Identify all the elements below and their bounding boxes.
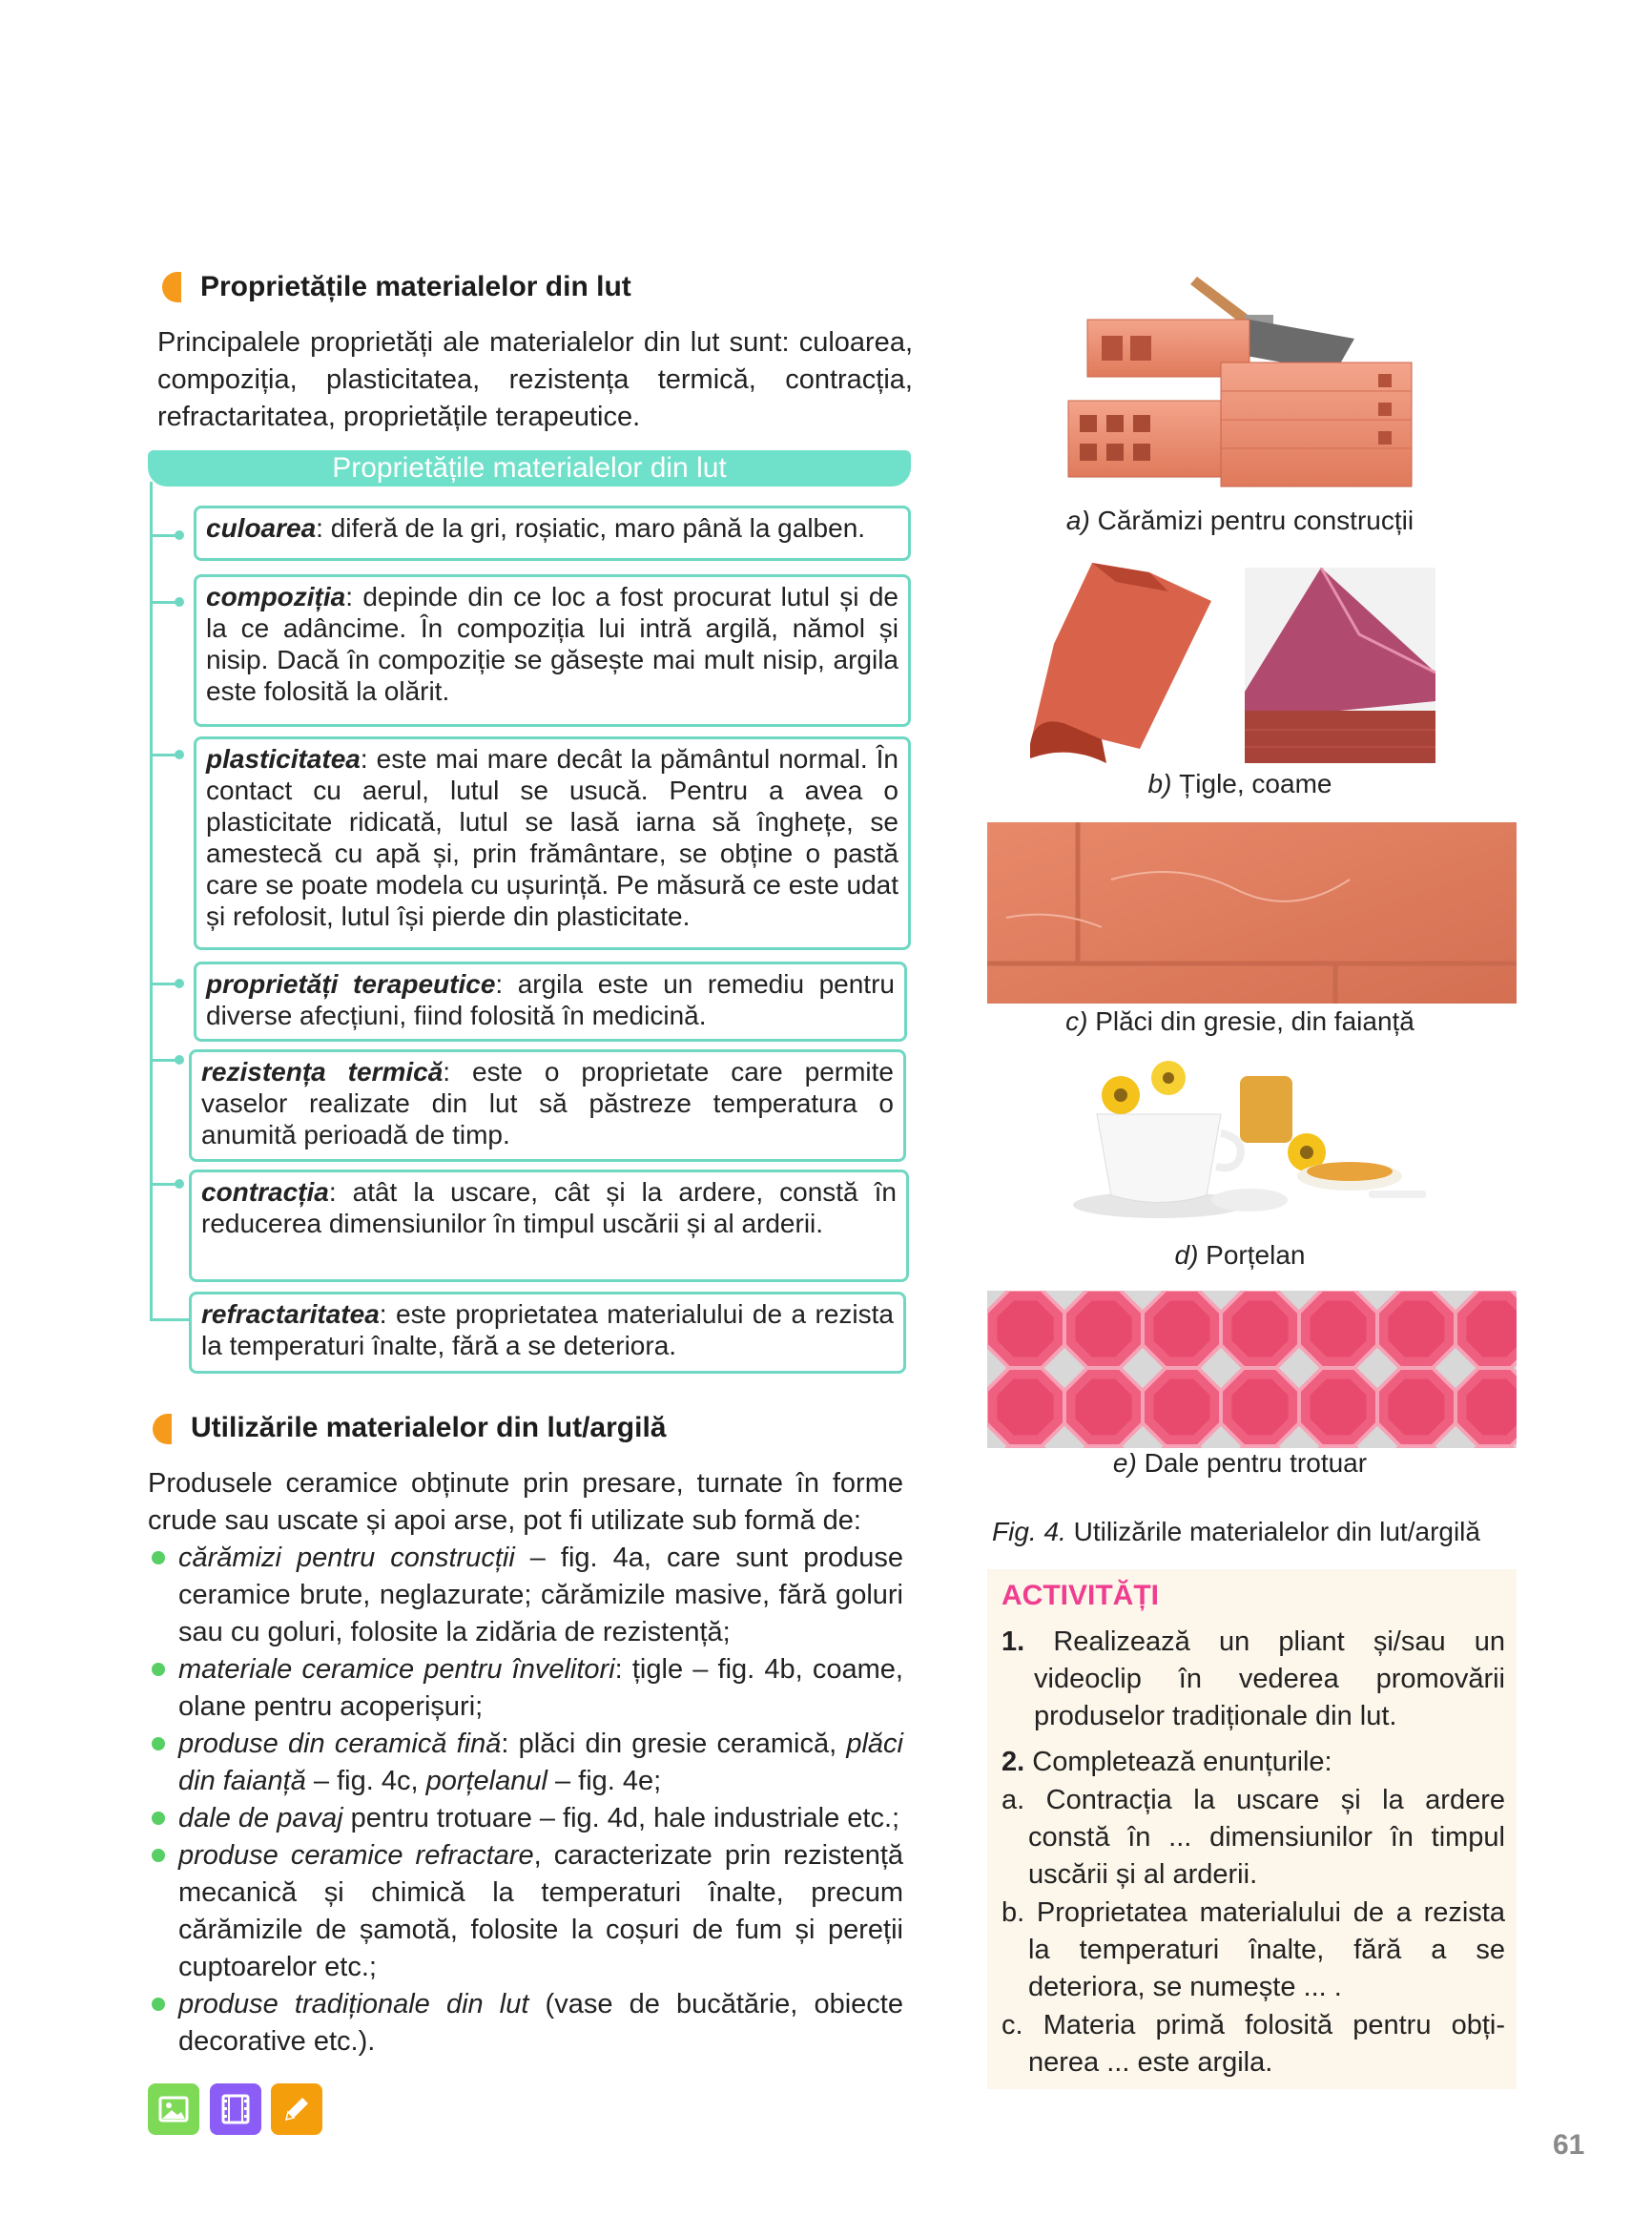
- property-term: plasticitatea: [206, 744, 361, 774]
- section-intro: Principalele proprietăți ale materialelor din lut sunt: culoarea, compoziția, plasticitatea, rezistența termică, contracția, refractaritatea, proprietățile terapeutice.: [157, 327, 913, 432]
- section-marker-icon: [153, 1414, 172, 1444]
- diagram-banner: Proprietățile materialelor din lut: [148, 450, 911, 487]
- property-text: : este o proprietate care permite vaselor realizate din lut să păstreze temperatura o anumită perioadă de timp.: [201, 1057, 894, 1149]
- property-text: : atât la uscare, cât și la ardere, constă în reducerea dimensiunilor în timpul uscării și al arderii.: [201, 1177, 897, 1238]
- page-number: 61: [1553, 2129, 1585, 2161]
- branch-dot: [175, 750, 184, 759]
- property-term: compoziția: [206, 582, 346, 611]
- list-item: cărămizi pentru construcții – fig. 4a, care sunt produse ceramice brute, neglazurate; cărămizile masive, fără goluri sau cu goluri, folosite la zidăria de rezistență;: [148, 1540, 903, 1651]
- list-item: materiale ceramice pentru învelitori: țigle – fig. 4b, coame, olane pentru acoperișuri;: [148, 1651, 903, 1726]
- activity-2: 2. Completează enunțurile:: [1002, 1747, 1332, 1777]
- branch-dot: [175, 530, 184, 540]
- activity-2b: b. Proprietatea materialului de a rezista la temperaturi înalte, fără a se deteriora, se numește ... .: [1002, 1897, 1505, 2002]
- activity-1: 1. Realizează un pliant și/sau un videoclip în vederea promovării produselor tradiționale din lut.: [1002, 1626, 1505, 1731]
- figure-caption-b: b) Țigle, coame: [1147, 769, 1332, 798]
- activity-2c: c. Materia primă folosită pentru obți-nerea ... este argila.: [1002, 2010, 1505, 2078]
- diagram-trunk: [150, 482, 153, 1321]
- branch-dot: [175, 1055, 184, 1065]
- property-box-contractia: [189, 1170, 909, 1282]
- list-item: produse tradiționale din lut (vase de bucătărie, obiecte decorative etc.).: [148, 1986, 903, 2061]
- branch-line: [150, 1318, 190, 1321]
- property-text: : este proprietatea materialului de a rezista la temperaturi înalte, fără a se deteriora.: [201, 1299, 894, 1360]
- section-title: Proprietățile materialelor din lut: [200, 271, 631, 302]
- section-title: Utilizările materialelor din lut/argilă: [191, 1412, 667, 1443]
- property-text: : depinde din ce loc a fost procurat lutul și de la ce adâncime. În compoziția lui intră argilă, nămol și nisip. Dacă în compoziție se găsește mai mult nisip, argila este folosită la olărit.: [206, 582, 898, 706]
- activities-title: ACTIVITĂȚI: [1002, 1580, 1159, 1611]
- property-text: : este mai mare decât la pământul normal. În contact cu aerul, lutul se usucă. Pentru a avea o plasticitate ridicată, lutul se lasă iarna să înghețe, se amestecă cu apă și, prin frământare, se obține o pastă care se poate modela cu ușurință. Pe măsură ce este udat și refolosit, lutul își pierde din plasticitate.: [206, 744, 898, 931]
- property-box-plasticitatea: [194, 736, 911, 950]
- list-item: produse din ceramică fină: plăci din gresie ceramică, plăci din faianță – fig. 4c, porțelanul – fig. 4e;: [148, 1726, 903, 1800]
- section-marker-icon: [162, 272, 181, 302]
- figure-tile-image: [1025, 553, 1216, 768]
- film-icon[interactable]: [210, 2083, 261, 2135]
- figure-caption-c: c) Plăci din gresie, din faianță: [1065, 1006, 1415, 1036]
- list-item: dale de pavaj pentru trotuare – fig. 4d, hale industriale etc.;: [148, 1800, 903, 1837]
- property-term: culoarea: [206, 513, 317, 543]
- property-box-terapeutice: [194, 962, 907, 1042]
- property-term: rezistența termică: [201, 1057, 444, 1087]
- branch-dot: [175, 1179, 184, 1189]
- property-text: : diferă de la gri, roșiatic, maro până la galben.: [316, 513, 866, 543]
- figure-ceramic-tiles-image: [987, 822, 1517, 1004]
- figure-porcelain-image: [1063, 1057, 1435, 1229]
- branch-dot: [175, 597, 184, 607]
- branch-dot: [175, 979, 184, 988]
- property-box-culoarea: [194, 506, 911, 561]
- property-text: : argila este un remediu pentru diverse afecțiuni, fiind folosită în medicină.: [206, 969, 895, 1030]
- figure-roof-image: [1245, 568, 1435, 763]
- figure-caption-e: e) Dale pentru trotuar: [1112, 1448, 1368, 1478]
- property-term: contracția: [201, 1177, 329, 1207]
- property-box-rezistenta: [189, 1049, 906, 1162]
- property-term: proprietăți terapeutice: [206, 969, 496, 999]
- property-box-refractaritatea: [189, 1292, 906, 1374]
- figure-caption-a: a) Cărămizi pentru construcții: [1065, 506, 1415, 535]
- image-icon[interactable]: [148, 2083, 199, 2135]
- property-term: refractaritatea: [201, 1299, 380, 1329]
- activity-2a: a. Contracția la uscare și la ardere constă în ... dimensiunilor în timpul uscării și al arderii.: [1002, 1785, 1505, 1890]
- figure-title: Fig. 4. Utilizările materialelor din lut/argilă: [992, 1517, 1480, 1546]
- list-item: produse ceramice refractare, caracterizate prin rezistență mecanică și chimică la temperaturi înalte, precum cărămizile de șamotă, folosite la coșuri de fum și pereții cuptoarelor etc.;: [148, 1837, 903, 1986]
- figure-caption-d: d) Porțelan: [1174, 1240, 1306, 1270]
- figure-bricks-image: [1049, 267, 1431, 496]
- section-intro: Produsele ceramice obținute prin presare, turnate în forme crude sau uscate și apoi arse, pot fi utilizate sub formă de:: [148, 1468, 903, 1536]
- figure-paving-image: [987, 1291, 1517, 1448]
- pencil-icon[interactable]: [271, 2083, 322, 2135]
- property-box-compozitia: [194, 574, 911, 727]
- usage-list: [148, 1540, 903, 2061]
